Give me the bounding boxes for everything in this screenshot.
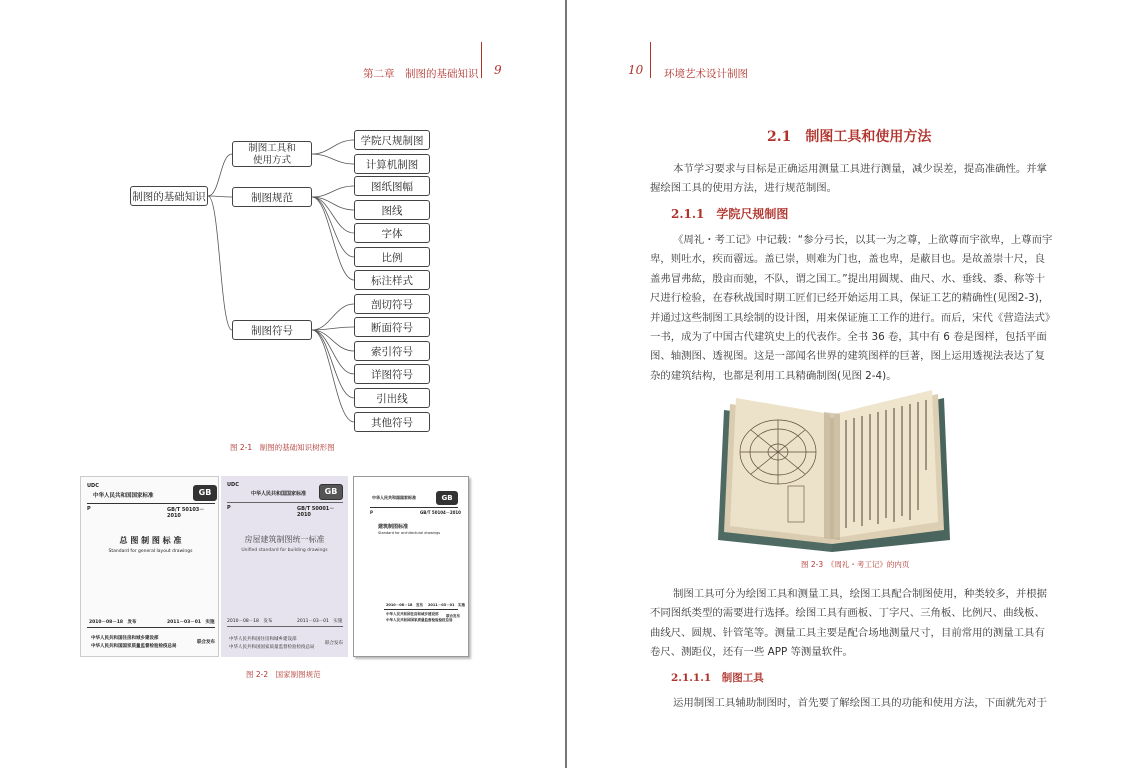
tree-leaf: 详图符号	[354, 364, 430, 384]
header-divider	[650, 42, 651, 78]
cover-date-impl: 2011－03－01 实施	[428, 603, 465, 607]
gb-logo: GB	[193, 485, 217, 501]
cover-title-cn: 房屋建筑制图统一标准	[244, 535, 325, 544]
text-line: 《周礼・考工记》中记载：“参分弓长，以其一为之尊，上欲尊而宇欲卑，上尊而宇	[673, 234, 1053, 246]
ancient-book-photo	[716, 390, 952, 556]
cover-org: 中华人民共和国国家标准	[93, 493, 154, 499]
cover-date-issue: 2010－08－18 发布	[227, 619, 273, 624]
cover-code: GB/T 50104－2010	[420, 510, 461, 515]
tree-branch-tools: 制图工具和 使用方式	[232, 141, 312, 167]
cover-org: 中华人民共和国国家标准	[251, 491, 307, 497]
cover-udc: UDC	[87, 483, 99, 489]
cover-title-en: Unified standard for building drawings	[241, 548, 328, 553]
gb-logo: GB	[436, 491, 458, 505]
text-line: 制图工具可分为绘图工具和测量工具，绘图工具配合制图使用，种类较多，并根据	[673, 588, 1048, 600]
tree-leaf: 字体	[354, 223, 430, 243]
cover-joint: 联合发布	[325, 641, 343, 646]
standard-cover-1	[80, 476, 219, 657]
tree-leaf: 比例	[354, 247, 430, 267]
text-line: 杂的建筑结构，也都是利用工具精确制图(见图 2-4)。	[650, 369, 897, 382]
text-line: 图、轴测图、透视图。这是一部闻名世界的建筑图样的巨著，图上运用透视法表达了复	[650, 350, 1045, 363]
cover-date-impl: 2011－03－01 实施	[297, 619, 343, 624]
body-paragraph-1	[650, 231, 1056, 386]
tree-branch-symbols: 制图符号	[232, 320, 312, 340]
subsection-title: 2.1.1 学院尺规制图	[671, 207, 789, 221]
body-paragraph-2	[650, 585, 1056, 663]
cover-title-en: Standard for architectural drawings	[378, 531, 441, 535]
running-header-book-title: 环境艺术设计制图	[664, 68, 748, 80]
divider	[227, 626, 343, 627]
tree-leaf: 学院尺规制图	[354, 130, 430, 150]
divider	[384, 609, 458, 610]
tree-leaf: 图纸图幅	[354, 176, 430, 196]
tree-leaf: 标注样式	[354, 270, 430, 290]
gb-logo: GB	[319, 484, 343, 500]
subsubsection-title: 2.1.1.1 制图工具	[671, 672, 764, 684]
figure-2-1-caption: 图 2-1 制图的基础知识树形图	[230, 443, 335, 452]
cover-date-issue: 2010－08－18 发布	[386, 603, 423, 607]
connector-root-branch-1	[208, 154, 232, 196]
text-line: 握绘图工具的使用方法，进行规范制图。	[650, 182, 838, 195]
cover-code: GB/T 50103－2010	[167, 507, 205, 519]
cover-p: P	[370, 510, 373, 515]
cover-p: P	[87, 506, 91, 512]
tree-leaf: 剖切符号	[354, 294, 430, 314]
divider	[227, 502, 343, 503]
text-line: 卷尺、测距仪，还有一些 APP 等测量软件。	[650, 646, 853, 659]
divider	[370, 507, 458, 508]
figure-2-2-caption: 图 2-2 国家制图规范	[246, 670, 321, 679]
tree-leaf: 引出线	[354, 388, 430, 408]
divider	[87, 627, 215, 628]
text-line: 尺进行检验，在春秋战国时期工匠们已经开始运用工具，保证工艺的精确性(见图2-3)，	[650, 292, 1050, 305]
text-line: 不同图纸类型的需要进行选择。绘图工具有画板、丁字尺、三角板、比例尺、曲线板、	[650, 607, 1045, 620]
text-line: 曲线尺、圆规、针管笔等。测量工具主要是配合场地测量尺寸，目前常用的测量工具有	[650, 626, 1045, 639]
page-number-left: 9	[494, 63, 502, 77]
page-number-right: 10	[628, 63, 644, 77]
text-line: 卑，则吐水，疾而霤远。盖已崇，则难为门也，盖也卑，是蔽目也。是故盖崇十尺，良	[650, 253, 1045, 266]
cover-publishers: 中华人民共和国住房和城乡建设部 中华人民共和国国家质量监督检验检疫总局	[229, 637, 315, 650]
body-paragraph-3	[650, 694, 1056, 713]
connector-root-branch-3	[208, 196, 232, 330]
standard-cover-2	[221, 476, 348, 657]
standard-cover-3	[353, 476, 469, 657]
cover-joint: 联合发布	[197, 640, 215, 645]
cover-p: P	[227, 505, 231, 511]
cover-title-cn: 总 图 制 图 标 准	[119, 536, 182, 545]
tree-leaf: 其他符号	[354, 412, 430, 432]
text-line: 运用制图工具辅助制图时，首先要了解绘图工具的功能和使用方法，下面就先对于	[673, 697, 1048, 709]
tree-leaf: 计算机制图	[354, 154, 430, 174]
tree-root-node: 制图的基础知识	[130, 186, 208, 206]
tree-branch-standards: 制图规范	[232, 187, 312, 207]
cover-publishers: 中华人民共和国住房和城乡建设部 中华人民共和国国家质量监督检验检疫总局	[386, 612, 453, 622]
intro-paragraph	[650, 160, 1056, 199]
figure-2-3-caption: 图 2-3 《周礼・考工记》的内页	[801, 560, 910, 569]
text-line: 本节学习要求与目标是正确运用测量工具进行测量，减少误差，提高准确性。并掌	[673, 163, 1048, 175]
cover-joint: 联合发布	[446, 614, 460, 618]
cover-org: 中华人民共和国国家标准	[372, 495, 416, 500]
cover-code: GB/T 50001－2010	[297, 506, 335, 518]
header-divider	[481, 42, 482, 78]
divider	[87, 503, 215, 504]
text-line: 并通过这些制图工具绘制的设计图，用来保证施工工作的进行。而后，宋代《营造法式》	[650, 311, 1056, 324]
cover-date-impl: 2011－03－01 实施	[167, 620, 215, 625]
tree-leaf: 索引符号	[354, 341, 430, 361]
tree-leaf: 断面符号	[354, 317, 430, 337]
running-header-chapter: 第二章 制图的基础知识	[363, 68, 479, 80]
connector-root-branch-2	[208, 196, 232, 197]
cover-title-cn: 建筑制图标准	[378, 524, 409, 530]
tree-leaf: 图线	[354, 200, 430, 220]
text-line: 盖弗冒弗紘，殷亩而驰，不队，谓之国工。”提出用圆规、曲尺、水、垂线、黍、称等十	[650, 272, 1046, 285]
cover-title-en: Standard for general layout drawings	[108, 549, 193, 554]
section-title: 2.1 制图工具和使用方法	[767, 129, 932, 145]
text-line: 一书，成为了中国古代建筑史上的代表作。全书 36 卷，其中有 6 卷是图样，包括平面	[650, 331, 1047, 344]
cover-date-issue: 2010－08－18 发布	[89, 620, 137, 625]
cover-udc: UDC	[227, 482, 239, 488]
cover-publishers: 中华人民共和国住房和城乡建设部 中华人民共和国国家质量监督检验检疫总局	[91, 636, 177, 649]
